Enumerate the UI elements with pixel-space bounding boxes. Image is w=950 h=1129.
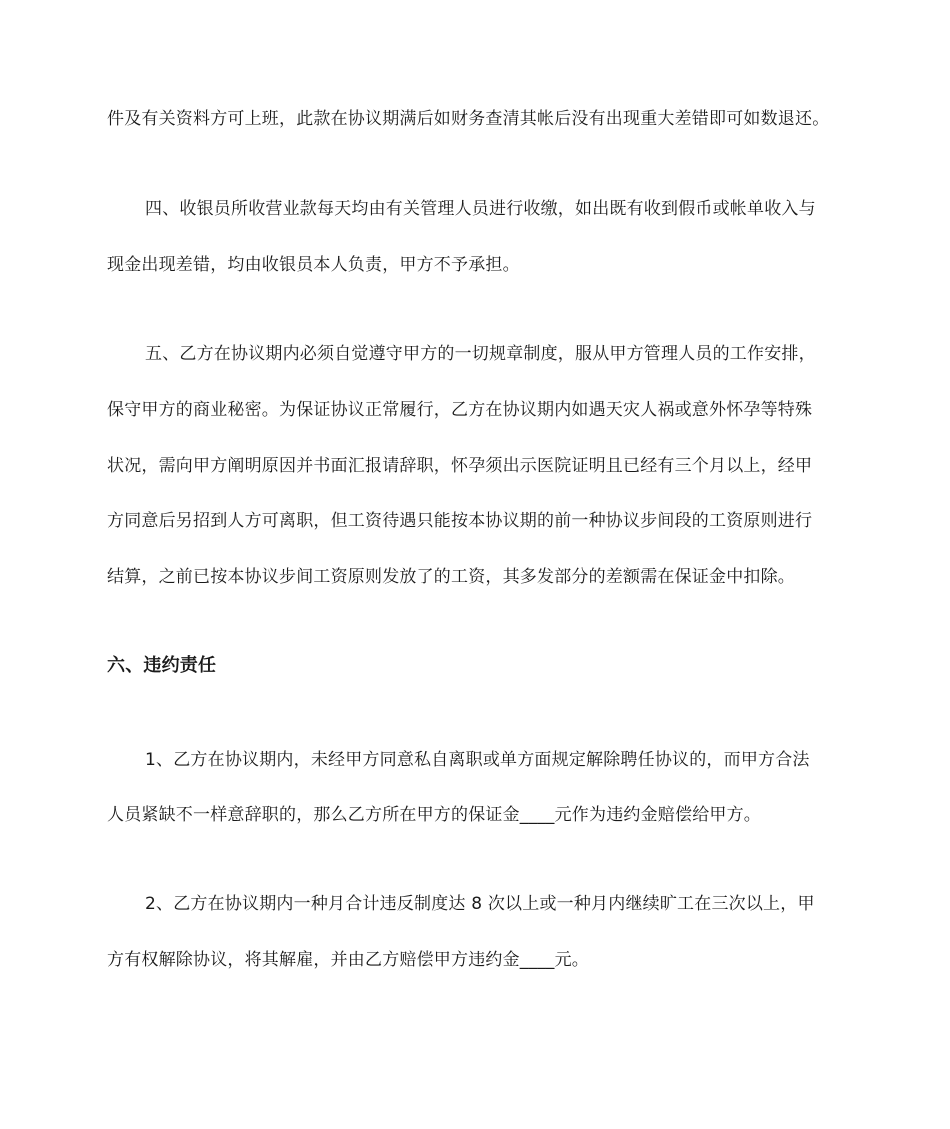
paragraph-four-line-2: 现金出现差错，均由收银员本人负责，甲方不予承担。 bbox=[107, 255, 520, 275]
clause-1-line-2: 人员紧缺不一样意辞职的，那么乙方所在甲方的保证金____元作为违约金赔偿给甲方。 bbox=[107, 805, 761, 825]
paragraph-five-line-5: 结算，之前已按本协议步间工资原则发放了的工资，其多发部分的差额需在保证金中扣除。 bbox=[107, 567, 795, 587]
clause-2-line-2: 方有权解除协议，将其解雇，并由乙方赔偿甲方违约金____元。 bbox=[107, 950, 589, 970]
paragraph-four-line-1: 四、收银员所收营业款每天均由有关管理人员进行收缴，如出既有收到假币或帐单收入与 bbox=[145, 199, 816, 219]
section-heading-breach: 六、违约责任 bbox=[107, 655, 217, 676]
paragraph-deposit-line-1: 件及有关资料方可上班，此款在协议期满后如财务查清其帐后没有出现重大差错即可如数退还。 bbox=[107, 109, 830, 129]
paragraph-five-line-1: 五、乙方在协议期内必须自觉遵守甲方的一切规章制度，服从甲方管理人员的工作安排， bbox=[145, 344, 816, 364]
clause-2-line-1: 2、乙方在协议期内一种月合计违反制度达 8 次以上或一种月内继续旷工在三次以上，甲 bbox=[145, 894, 815, 914]
clause-1-line-1: 1、乙方在协议期内，未经甲方同意私自离职或单方面规定解除聘任协议的，而甲方合法 bbox=[145, 750, 810, 770]
paragraph-five-line-4: 方同意后另招到人方可离职，但工资待遇只能按本协议期的前一种协议步间段的工资原则进行 bbox=[107, 511, 813, 531]
paragraph-five-line-2: 保守甲方的商业秘密。为保证协议正常履行，乙方在协议期内如遇天灾人祸或意外怀孕等特殊 bbox=[107, 400, 813, 420]
paragraph-five-line-3: 状况，需向甲方阐明原因并书面汇报请辞职，怀孕须出示医院证明且已经有三个月以上，经甲 bbox=[107, 456, 813, 476]
